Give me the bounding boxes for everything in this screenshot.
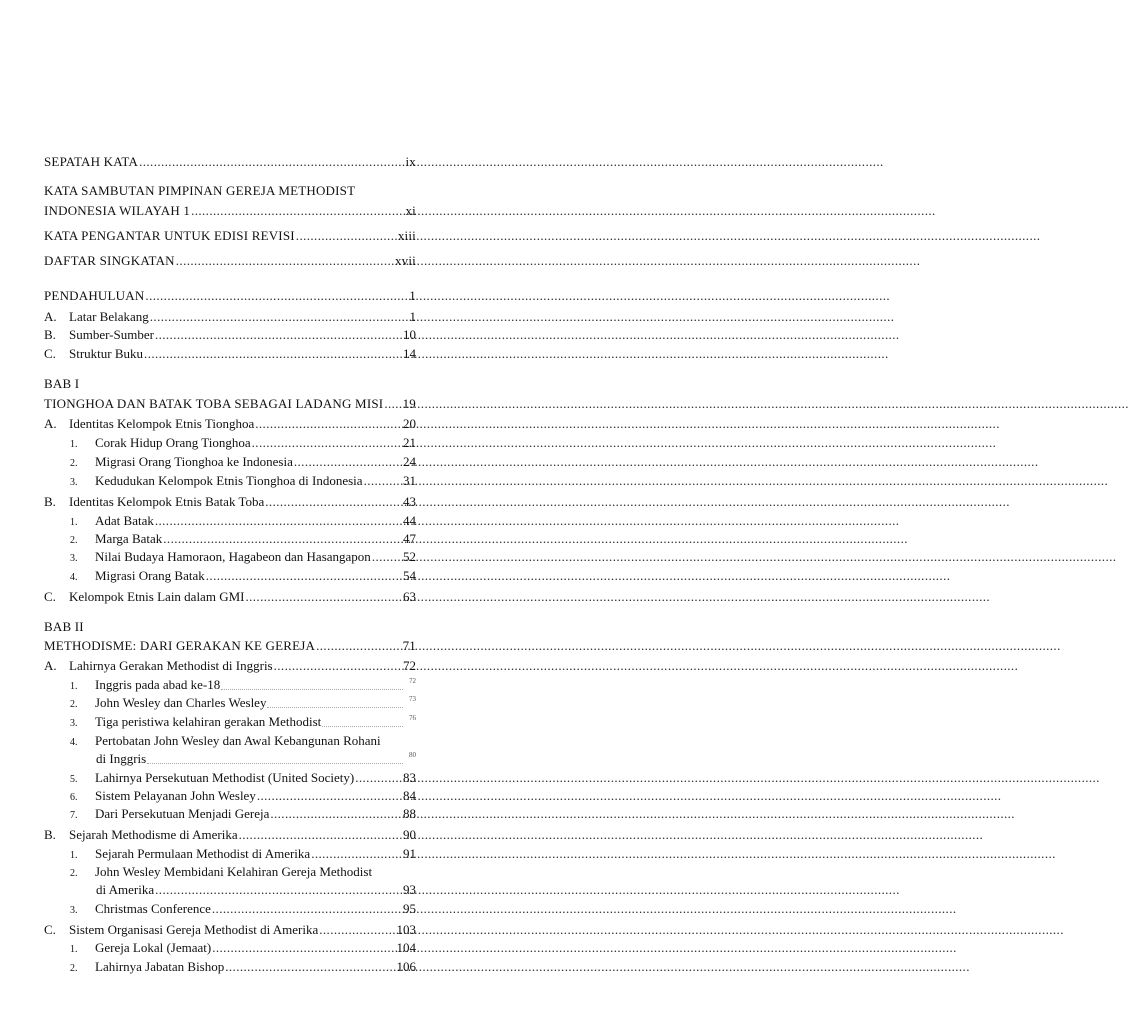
- toc-entry-struktur-buku[interactable]: [44, 344, 416, 363]
- toc-entry-title: Sistem Organisasi Gereja Methodist di Amerika: [69, 922, 319, 937]
- toc-entry-number: 5.: [70, 774, 78, 785]
- toc-entry-number: C.: [44, 346, 56, 361]
- toc-entry-bab2-b2[interactable]: [96, 880, 416, 899]
- toc-entry-title: John Wesley dan Charles Wesley: [95, 695, 267, 710]
- toc-entry-number: 1.: [70, 439, 78, 450]
- toc-entry-title: Adat Batak: [95, 513, 154, 528]
- toc-leader-dots: [372, 547, 400, 566]
- toc-entry-title-continued: di Inggris: [96, 751, 147, 766]
- toc-entry-number: C.: [44, 589, 56, 604]
- toc-page-number: 14: [403, 346, 416, 361]
- toc-entry-title: Identitas Kelompok Etnis Batak Toba: [69, 494, 265, 509]
- toc-leader-dots: [364, 471, 400, 490]
- toc-entry-title: KATA PENGANTAR UNTUK EDISI REVISI: [44, 228, 295, 243]
- toc-entry-title: Sistem Pelayanan John Wesley: [95, 788, 256, 803]
- toc-leader-dots: [139, 152, 402, 171]
- toc-leader-dots: [176, 251, 392, 270]
- toc-entry-number: 6.: [70, 792, 78, 803]
- toc-leader-dots: [355, 768, 400, 787]
- toc-leader-dots: [150, 307, 403, 326]
- toc-page-number: 24: [403, 454, 416, 469]
- toc-page-number: 84: [403, 788, 416, 803]
- toc-leader-dots: [316, 636, 399, 655]
- toc-entry-title: Lahirnya Gerakan Methodist di Inggris: [69, 658, 273, 673]
- toc-entry-title: Sejarah Permulaan Methodist di Amerika: [95, 846, 311, 861]
- toc-entry-title: Lahirnya Persekutuan Methodist (United Society): [95, 770, 355, 785]
- toc-leader-dots: [384, 394, 399, 413]
- toc-page-number: 52: [403, 549, 416, 564]
- toc-page-number: 90: [403, 827, 416, 842]
- toc-entry-title: PENDAHULUAN: [44, 288, 145, 303]
- toc-entry-number: 2.: [70, 868, 78, 879]
- toc-entry-bab1-b3[interactable]: [70, 547, 416, 566]
- toc-entry-title: TIONGHOA DAN BATAK TOBA SEBAGAI LADANG MISI: [44, 396, 384, 411]
- toc-leader-dots: [267, 698, 403, 708]
- toc-page-number: 72: [403, 658, 416, 673]
- toc-page-number: 1: [409, 309, 416, 324]
- toc-entry-sepatah-kata[interactable]: [44, 152, 416, 171]
- toc-leader-dots: [225, 957, 393, 976]
- toc-entry-title: SEPATAH KATA: [44, 154, 139, 169]
- toc-entry-kata-sambutan-line1[interactable]: KATA SAMBUTAN PIMPINAN GEREJA METHODIST: [44, 183, 356, 198]
- toc-page-number: 1: [409, 288, 416, 303]
- toc-page-number: 83: [403, 770, 416, 785]
- toc-leader-dots: [252, 433, 400, 452]
- toc-leader-dots: [322, 717, 403, 727]
- toc-leader-dots: [319, 920, 393, 939]
- toc-entry-bab1-b[interactable]: [44, 492, 416, 511]
- toc-leader-dots: [155, 880, 400, 899]
- toc-entry-sumber-sumber[interactable]: [44, 325, 416, 344]
- toc-entry-bab1-c[interactable]: [44, 587, 416, 606]
- toc-entry-bab2-a6[interactable]: [70, 786, 416, 805]
- toc-page-number: 88: [403, 806, 416, 821]
- toc-page-number: 93: [403, 882, 416, 897]
- toc-entry-bab1-b2[interactable]: [70, 529, 416, 548]
- toc-entry-daftar-singkatan[interactable]: [44, 251, 416, 270]
- toc-entry-number: 2.: [70, 458, 78, 469]
- toc-leader-dots: [274, 656, 400, 675]
- toc-leader-dots: [191, 201, 402, 220]
- toc-entry-number: B.: [44, 827, 56, 842]
- toc-entry-bab1-a1[interactable]: [70, 433, 416, 452]
- toc-entry-number: 2.: [70, 535, 78, 546]
- toc-entry-number: 7.: [70, 810, 78, 821]
- toc-page-number: ix: [405, 154, 416, 169]
- toc-entry-title-continued: di Amerika: [96, 882, 155, 897]
- toc-entry-number: 3.: [70, 905, 78, 916]
- toc-page-number: 63: [403, 589, 416, 604]
- toc-entry-bab2-b[interactable]: [44, 825, 416, 844]
- toc-entry-number: 1.: [70, 850, 78, 861]
- toc-entry-bab2-b1[interactable]: [70, 844, 416, 863]
- toc-entry-bab2-c[interactable]: [44, 920, 416, 939]
- toc-entry-title: Gereja Lokal (Jemaat): [95, 940, 212, 955]
- toc-entry-number: C.: [44, 922, 56, 937]
- toc-page-number: 76: [409, 714, 416, 722]
- toc-entry-bab1-b1[interactable]: [70, 511, 416, 530]
- toc-entry-latar-belakang[interactable]: [44, 307, 416, 326]
- toc-entry-title: Inggris pada abad ke-18: [95, 677, 221, 692]
- toc-entry-kata-sambutan[interactable]: [44, 201, 416, 220]
- chapter-label-bab1: BAB I: [44, 376, 80, 391]
- toc-entry-bab1-title[interactable]: [44, 394, 416, 413]
- toc-leader-dots: [155, 511, 400, 530]
- toc-page-number: 21: [403, 435, 416, 450]
- toc-entry-bab2-c2[interactable]: [70, 957, 416, 976]
- toc-entry-number: 4.: [70, 737, 78, 748]
- toc-entry-title: Dari Persekutuan Menjadi Gereja: [95, 806, 270, 821]
- toc-entry-title: Marga Batak: [95, 531, 163, 546]
- toc-leader-dots: [147, 754, 403, 764]
- toc-entry-bab2-a4-line1[interactable]: [70, 731, 416, 750]
- toc-leader-dots: [145, 286, 403, 305]
- toc-page-number: 104: [396, 940, 416, 955]
- toc-leader-dots: [163, 529, 400, 548]
- toc-leader-dots: [265, 492, 400, 511]
- toc-entry-number: 2.: [70, 963, 78, 974]
- toc-entry-title: Christmas Conference: [95, 901, 211, 916]
- toc-entry-bab2-a2[interactable]: [70, 693, 416, 712]
- toc-entry-bab2-title[interactable]: [44, 636, 416, 655]
- toc-entry-bab2-c1[interactable]: [70, 938, 416, 957]
- toc-leader-dots: [257, 786, 400, 805]
- toc-page-number: xiii: [397, 228, 416, 243]
- toc-entry-bab2-a7[interactable]: [70, 804, 416, 823]
- toc-page-number: 71: [402, 638, 416, 653]
- toc-entry-bab2-a5[interactable]: [70, 768, 416, 787]
- toc-entry-title: Kedudukan Kelompok Etnis Tionghoa di Indonesia: [95, 473, 363, 488]
- toc-leader-dots: [255, 414, 400, 433]
- toc-page-number: xvii: [394, 253, 416, 268]
- toc-entry-number: A.: [44, 658, 57, 673]
- toc-page-number: 103: [396, 922, 416, 937]
- toc-entry-bab2-a4[interactable]: [96, 749, 416, 768]
- toc-leader-dots: [155, 325, 400, 344]
- toc-entry-title: Struktur Buku: [69, 346, 144, 361]
- toc-entry-title: Sumber-Sumber: [69, 327, 154, 342]
- toc-entry-title: METHODISME: DARI GERAKAN KE GEREJA: [44, 638, 316, 653]
- toc-page-number: 91: [403, 846, 416, 861]
- toc-leader-dots: [294, 452, 400, 471]
- toc-page-number: 54: [403, 568, 416, 583]
- toc-page-number: 43: [403, 494, 416, 509]
- toc-leader-dots: [239, 825, 400, 844]
- toc-entry-bab2-b3[interactable]: [70, 899, 416, 918]
- toc-entry-bab2-b2-line1[interactable]: [70, 862, 416, 881]
- toc-page-number: 80: [409, 751, 416, 759]
- toc-entry-bab1-b4[interactable]: [70, 566, 416, 585]
- toc-entry-bab1-a3[interactable]: [70, 471, 416, 490]
- toc-entry-number: 2.: [70, 699, 78, 710]
- toc-page-number: 19: [402, 396, 416, 411]
- toc-entry-bab2-a1[interactable]: [70, 675, 416, 694]
- toc-entry-title: John Wesley Membidani Kelahiran Gereja Methodist: [95, 864, 373, 879]
- toc-entry-title: DAFTAR SINGKATAN: [44, 253, 175, 268]
- toc-entry-bab2-a3[interactable]: [70, 712, 416, 731]
- toc-entry-title: Tiga peristiwa kelahiran gerakan Methodist: [95, 714, 322, 729]
- toc-leader-dots: [144, 344, 400, 363]
- toc-entry-number: 1.: [70, 681, 78, 692]
- toc-entry-number: 1.: [70, 517, 78, 528]
- toc-entry-title: Sejarah Methodisme di Amerika: [69, 827, 238, 842]
- toc-entry-number: 3.: [70, 553, 78, 564]
- toc-entry-number: A.: [44, 309, 57, 324]
- toc-entry-bab2-a[interactable]: [44, 656, 416, 675]
- toc-entry-title: Migrasi Orang Tionghoa ke Indonesia: [95, 454, 293, 469]
- toc-entry-bab1-a2[interactable]: [70, 452, 416, 471]
- toc-entry-number: 3.: [70, 477, 78, 488]
- toc-page-number: 72: [409, 677, 416, 685]
- toc-leader-dots: [206, 566, 400, 585]
- toc-entry-title: Latar Belakang: [69, 309, 149, 324]
- toc-entry-kata-pengantar[interactable]: [44, 226, 416, 245]
- toc-entry-bab1-a[interactable]: [44, 414, 416, 433]
- toc-page-number: 73: [409, 695, 416, 703]
- toc-entry-number: B.: [44, 327, 56, 342]
- toc-leader-dots: [311, 844, 400, 863]
- toc-leader-dots: [221, 680, 403, 690]
- toc-entry-title: Pertobatan John Wesley dan Awal Kebangunan Rohani: [95, 733, 381, 748]
- toc-leader-dots: [245, 587, 400, 606]
- toc-page-number: 106: [396, 959, 416, 974]
- toc-entry-title: Kelompok Etnis Lain dalam GMI: [69, 589, 245, 604]
- toc-leader-dots: [212, 938, 393, 957]
- toc-entry-number: 4.: [70, 572, 78, 583]
- toc-entry-title: Identitas Kelompok Etnis Tionghoa: [69, 416, 255, 431]
- toc-entry-number: B.: [44, 494, 56, 509]
- toc-page-number: xi: [405, 203, 416, 218]
- toc-leader-dots: [212, 899, 400, 918]
- chapter-label-bab2: BAB II: [44, 619, 84, 634]
- toc-entry-title: Migrasi Orang Batak: [95, 568, 205, 583]
- toc-entry-title: Corak Hidup Orang Tionghoa: [95, 435, 251, 450]
- toc-leader-dots: [270, 804, 400, 823]
- toc-page-number: 31: [403, 473, 416, 488]
- toc-page-number: 95: [403, 901, 416, 916]
- toc-page-number: 20: [403, 416, 416, 431]
- toc-leader-dots: [296, 226, 395, 245]
- toc-page-number: 47: [403, 531, 416, 546]
- toc-page-number: 44: [403, 513, 416, 528]
- toc-entry-title: INDONESIA WILAYAH 1: [44, 203, 191, 218]
- toc-entry-number: 1.: [70, 944, 78, 955]
- toc-entry-title: Nilai Budaya Hamoraon, Hagabeon dan Hasangapon: [95, 549, 371, 564]
- toc-entry-number: 3.: [70, 718, 78, 729]
- toc-entry-number: A.: [44, 416, 57, 431]
- toc-page-number: 10: [403, 327, 416, 342]
- toc-entry-pendahuluan[interactable]: [44, 286, 416, 305]
- toc-entry-title: Lahirnya Jabatan Bishop: [95, 959, 225, 974]
